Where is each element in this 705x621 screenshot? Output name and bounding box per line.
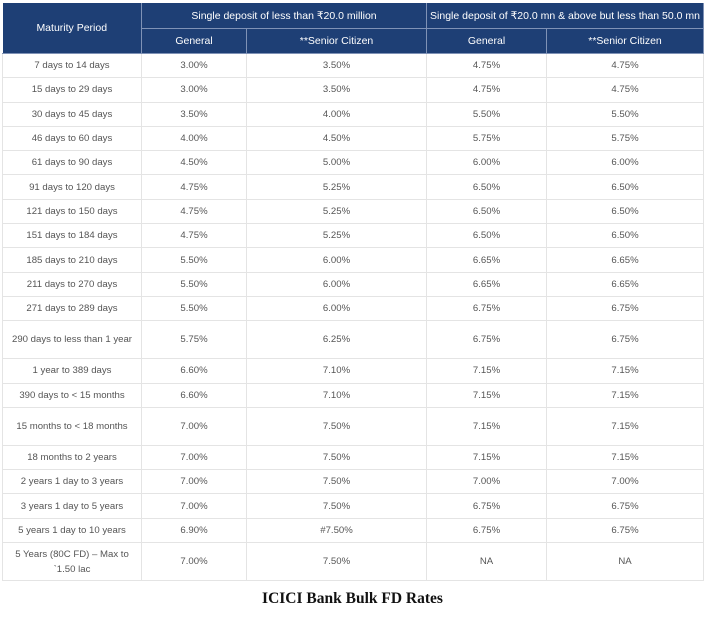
maturity-period-cell: 15 days to 29 days	[3, 78, 142, 102]
general-rate-a-cell: 4.00%	[142, 126, 247, 150]
maturity-period-cell: 2 years 1 day to 3 years	[3, 470, 142, 494]
maturity-period-cell: 1 year to 389 days	[3, 359, 142, 383]
general-rate-a-cell: 5.50%	[142, 272, 247, 296]
general-rate-a-cell: 4.75%	[142, 199, 247, 223]
senior-rate-b-cell: 6.65%	[547, 272, 704, 296]
senior-rate-b-cell: 5.50%	[547, 102, 704, 126]
senior-rate-b-cell: 7.15%	[547, 407, 704, 445]
senior-rate-a-cell: 4.50%	[247, 126, 427, 150]
maturity-period-cell: 18 months to 2 years	[3, 445, 142, 469]
senior-rate-b-cell: 4.75%	[547, 54, 704, 78]
senior-rate-b-cell: 5.75%	[547, 126, 704, 150]
table-row	[3, 321, 704, 359]
general-rate-a-cell: 4.50%	[142, 151, 247, 175]
general-rate-a-cell: 6.60%	[142, 383, 247, 407]
general-rate-b-cell: 4.75%	[427, 78, 547, 102]
general-rate-b-cell: 6.75%	[427, 296, 547, 320]
senior-rate-b-cell: 6.65%	[547, 248, 704, 272]
table-caption: ICICI Bank Bulk FD Rates	[262, 590, 443, 607]
general-rate-a-cell: 6.90%	[142, 518, 247, 542]
general-rate-b-cell: 6.50%	[427, 175, 547, 199]
maturity-period-cell: 30 days to 45 days	[3, 102, 142, 126]
general-rate-a-cell: 4.75%	[142, 175, 247, 199]
senior-rate-a-cell: 5.00%	[247, 151, 427, 175]
general-rate-b-cell: 6.65%	[427, 248, 547, 272]
maturity-period-cell: 61 days to 90 days	[3, 151, 142, 175]
table-row	[3, 248, 704, 272]
table-row	[3, 175, 704, 199]
senior-rate-a-cell: 6.00%	[247, 272, 427, 296]
senior-rate-a-cell: 7.50%	[247, 445, 427, 469]
table-row	[3, 359, 704, 383]
maturity-period-cell: 7 days to 14 days	[3, 54, 142, 78]
general-rate-a-cell: 5.75%	[142, 321, 247, 359]
senior-rate-b-cell: 7.00%	[547, 470, 704, 494]
senior-rate-a-cell: 6.25%	[247, 321, 427, 359]
general-rate-a-cell: 3.50%	[142, 102, 247, 126]
table-row	[3, 151, 704, 175]
maturity-period-cell: 91 days to 120 days	[3, 175, 142, 199]
general-rate-b-cell: 7.15%	[427, 383, 547, 407]
table-row	[3, 383, 704, 407]
general-rate-a-cell: 5.50%	[142, 296, 247, 320]
table-row	[3, 199, 704, 223]
maturity-period-cell: 5 Years (80C FD) – Max to `1.50 lac	[3, 543, 142, 581]
table-row	[3, 54, 704, 78]
general-rate-b-cell: 5.75%	[427, 126, 547, 150]
senior-rate-a-cell: 6.00%	[247, 248, 427, 272]
table-row	[3, 494, 704, 518]
senior-rate-a-cell: 5.25%	[247, 199, 427, 223]
table-row	[3, 126, 704, 150]
table-row	[3, 445, 704, 469]
senior-rate-b-cell: 6.50%	[547, 224, 704, 248]
senior-rate-a-cell: 3.50%	[247, 54, 427, 78]
fd-rates-table	[2, 3, 704, 581]
senior-rate-a-cell: 4.00%	[247, 102, 427, 126]
maturity-period-header: Maturity Period	[3, 3, 142, 54]
maturity-period-cell: 151 days to 184 days	[3, 224, 142, 248]
general-rate-b-cell: 6.00%	[427, 151, 547, 175]
general-rate-a-cell: 7.00%	[142, 470, 247, 494]
maturity-period-cell: 211 days to 270 days	[3, 272, 142, 296]
senior-rate-a-cell: 6.00%	[247, 296, 427, 320]
table-row	[3, 296, 704, 320]
senior-rate-b-cell: 7.15%	[547, 383, 704, 407]
senior-rate-b-cell: 7.15%	[547, 359, 704, 383]
senior-rate-a-cell: 7.50%	[247, 407, 427, 445]
maturity-period-cell: 271 days to 289 days	[3, 296, 142, 320]
senior-rate-a-cell: 5.25%	[247, 224, 427, 248]
general-rate-b-cell: 7.15%	[427, 359, 547, 383]
table-row	[3, 102, 704, 126]
senior-rate-a-cell: 7.50%	[247, 470, 427, 494]
maturity-period-cell: 290 days to less than 1 year	[3, 321, 142, 359]
general-rate-b-cell: 7.15%	[427, 445, 547, 469]
general-rate-a-cell: 6.60%	[142, 359, 247, 383]
maturity-period-cell: 46 days to 60 days	[3, 126, 142, 150]
general-rate-a-cell: 7.00%	[142, 494, 247, 518]
table-row	[3, 272, 704, 296]
maturity-period-cell: 15 months to < 18 months	[3, 407, 142, 445]
senior-rate-a-cell: 7.50%	[247, 494, 427, 518]
general-header-b: General	[427, 29, 547, 54]
general-rate-b-cell: 4.75%	[427, 54, 547, 78]
general-rate-b-cell: 6.75%	[427, 494, 547, 518]
general-rate-b-cell: 7.00%	[427, 470, 547, 494]
general-rate-a-cell: 5.50%	[142, 248, 247, 272]
general-rate-a-cell: 3.00%	[142, 78, 247, 102]
senior-rate-b-cell: 6.50%	[547, 199, 704, 223]
general-rate-a-cell: 3.00%	[142, 54, 247, 78]
senior-citizen-header-a: **Senior Citizen	[247, 29, 427, 54]
table-row	[3, 518, 704, 542]
general-rate-a-cell: 7.00%	[142, 407, 247, 445]
general-rate-b-cell: 5.50%	[427, 102, 547, 126]
senior-rate-a-cell: 5.25%	[247, 175, 427, 199]
senior-citizen-header-b: **Senior Citizen	[547, 29, 704, 54]
senior-rate-a-cell: #7.50%	[247, 518, 427, 542]
maturity-period-cell: 390 days to < 15 months	[3, 383, 142, 407]
group-under-20mn-header: Single deposit of less than ₹20.0 million	[142, 3, 427, 29]
maturity-period-cell: 121 days to 150 days	[3, 199, 142, 223]
maturity-period-cell: 3 years 1 day to 5 years	[3, 494, 142, 518]
senior-rate-b-cell: 6.75%	[547, 296, 704, 320]
senior-rate-a-cell: 7.10%	[247, 359, 427, 383]
senior-rate-a-cell: 3.50%	[247, 78, 427, 102]
general-rate-b-cell: 6.50%	[427, 224, 547, 248]
general-rate-b-cell: NA	[427, 543, 547, 581]
general-rate-b-cell: 6.75%	[427, 321, 547, 359]
table-row	[3, 224, 704, 248]
table-row	[3, 78, 704, 102]
senior-rate-b-cell: 4.75%	[547, 78, 704, 102]
general-rate-b-cell: 7.15%	[427, 407, 547, 445]
general-rate-b-cell: 6.65%	[427, 272, 547, 296]
senior-rate-b-cell: 6.00%	[547, 151, 704, 175]
table-row	[3, 470, 704, 494]
senior-rate-b-cell: 6.75%	[547, 494, 704, 518]
group-20-to-50mn-header: Single deposit of ₹20.0 mn & above but less than 50.0 mn	[427, 3, 704, 29]
general-rate-b-cell: 6.50%	[427, 199, 547, 223]
senior-rate-a-cell: 7.10%	[247, 383, 427, 407]
table-row	[3, 543, 704, 581]
rate-rows	[3, 54, 704, 581]
general-rate-a-cell: 7.00%	[142, 445, 247, 469]
general-rate-b-cell: 6.75%	[427, 518, 547, 542]
header-row-groups	[3, 3, 704, 29]
senior-rate-a-cell: 7.50%	[247, 543, 427, 581]
general-rate-a-cell: 4.75%	[142, 224, 247, 248]
general-rate-a-cell: 7.00%	[142, 543, 247, 581]
maturity-period-cell: 185 days to 210 days	[3, 248, 142, 272]
senior-rate-b-cell: 7.15%	[547, 445, 704, 469]
senior-rate-b-cell: 6.75%	[547, 518, 704, 542]
table-row	[3, 407, 704, 445]
senior-rate-b-cell: 6.50%	[547, 175, 704, 199]
senior-rate-b-cell: NA	[547, 543, 704, 581]
general-header-a: General	[142, 29, 247, 54]
maturity-period-cell: 5 years 1 day to 10 years	[3, 518, 142, 542]
senior-rate-b-cell: 6.75%	[547, 321, 704, 359]
